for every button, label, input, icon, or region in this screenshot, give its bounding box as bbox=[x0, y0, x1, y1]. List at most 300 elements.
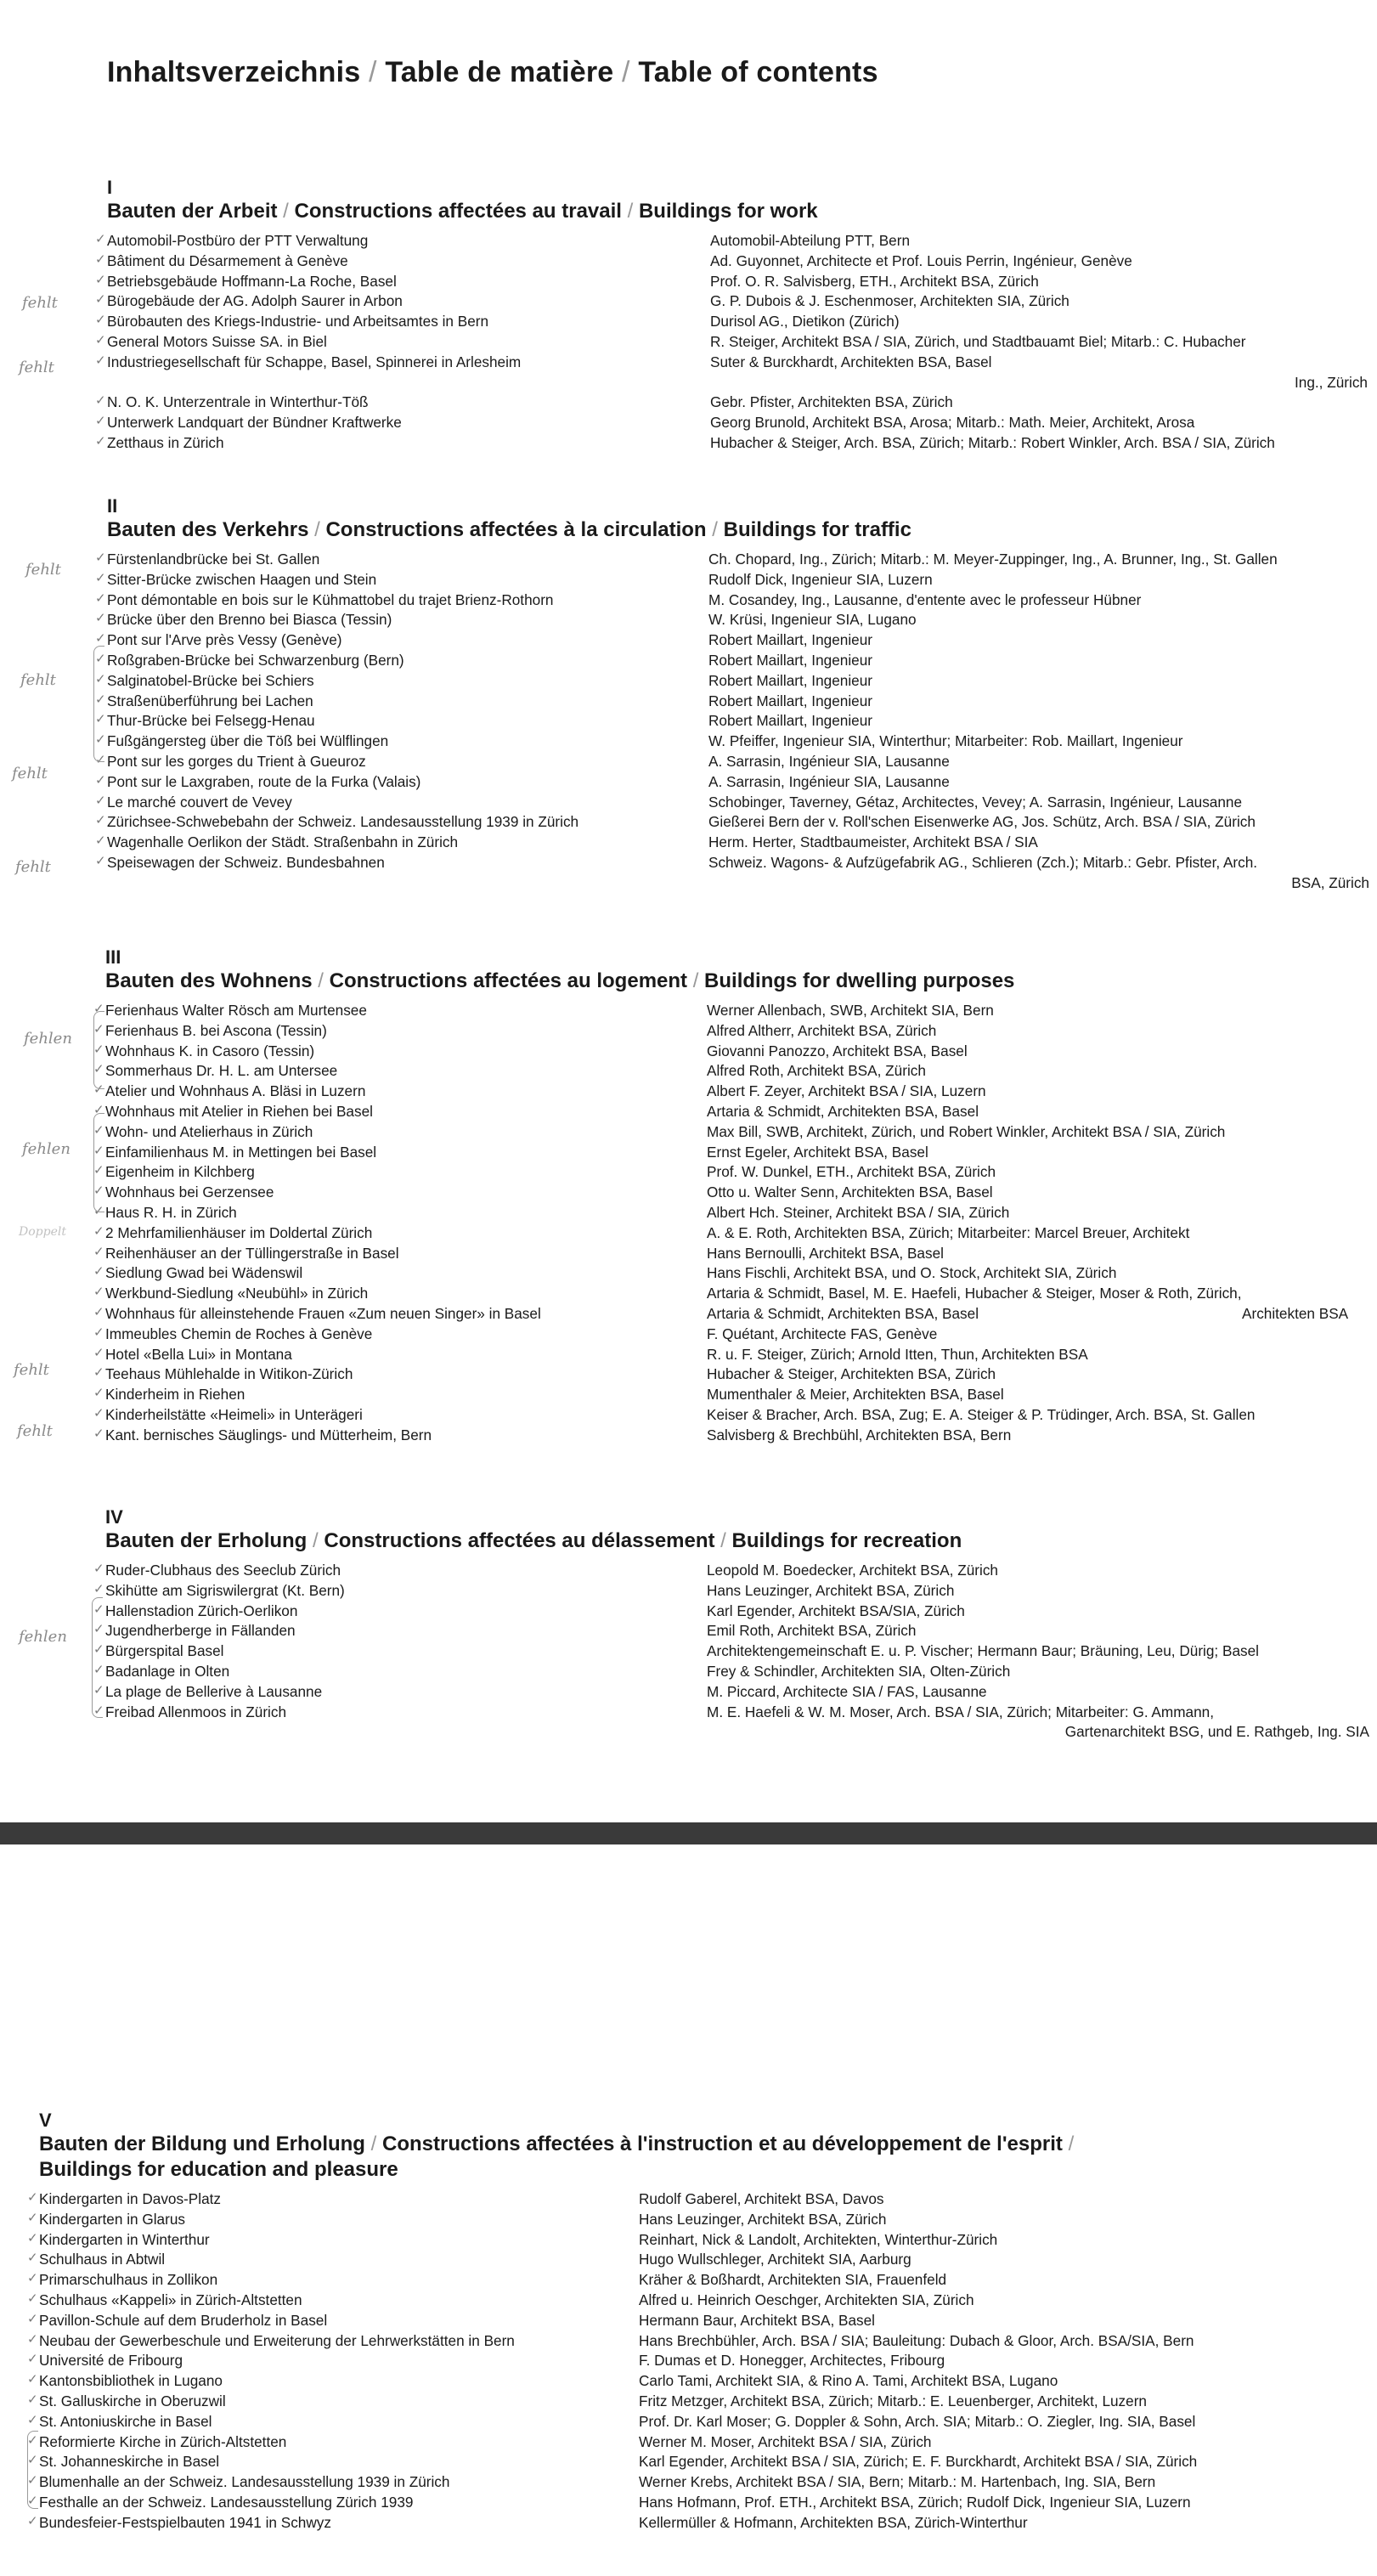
check-mark-icon: ✓ bbox=[93, 1082, 104, 1098]
architect-credit: A. & E. Roth, Architekten BSA, Zürich; Mitarbeiter: Marcel Breuer, Architekt bbox=[707, 1223, 1190, 1241]
check-mark-icon: ✓ bbox=[27, 2472, 38, 2488]
handwritten-bracket bbox=[93, 646, 104, 762]
building-name: Blumenhalle an der Schweiz. Landesausstellung 1939 in Zürich bbox=[39, 2473, 450, 2491]
check-mark-icon: ✓ bbox=[27, 2229, 38, 2246]
architect-credit-continued: BSA, Zürich bbox=[1291, 873, 1369, 891]
section-number: III bbox=[105, 946, 121, 968]
architect-credit: R. Steiger, Architekt BSA / SIA, Zürich, und Stadtbauamt Biel; Mitarb.: C. Hubacher bbox=[710, 332, 1246, 350]
building-name: Bâtiment du Désarmement à Genève bbox=[107, 251, 348, 269]
architect-credit: Automobil-Abteilung PTT, Bern bbox=[710, 232, 911, 249]
list-item bbox=[27, 2209, 1371, 2230]
architect-credit: Fritz Metzger, Architekt BSA, Zürich; Mitarb.: E. Leuenberger, Architekt, Luzern bbox=[639, 2392, 1147, 2409]
heading-de: Bauten des Verkehrs bbox=[107, 518, 309, 541]
list-item bbox=[95, 271, 1368, 292]
section-heading bbox=[39, 2132, 1371, 2157]
architect-credit: Hugo Wullschleger, Architekt SIA, Aarburg bbox=[639, 2251, 911, 2268]
list-item bbox=[27, 2391, 1371, 2412]
check-mark-icon: ✓ bbox=[93, 1580, 104, 1596]
architect-credit: R. u. F. Steiger, Zürich; Arnold Itten, Thun, Architekten BSA bbox=[707, 1345, 1088, 1363]
list-item bbox=[27, 2351, 1371, 2371]
check-mark-icon: ✓ bbox=[93, 1425, 104, 1441]
check-mark-icon: ✓ bbox=[95, 569, 106, 585]
handwritten-note: fehlt bbox=[14, 1361, 49, 1379]
architect-credit: Karl Egender, Architekt BSA / SIA, Zürich; E. F. Burckhardt, Architekt BSA / SIA, Zürich bbox=[639, 2453, 1198, 2471]
check-mark-icon: ✓ bbox=[93, 1202, 104, 1218]
list-item bbox=[27, 2512, 1371, 2534]
architect-credit: Prof. W. Dunkel, ETH., Architekt BSA, Zürich bbox=[707, 1163, 996, 1181]
list-item bbox=[95, 291, 1368, 312]
check-mark-icon: ✓ bbox=[95, 852, 106, 868]
check-mark-icon: ✓ bbox=[95, 312, 106, 328]
heading-separator: / bbox=[308, 518, 326, 541]
architect-credit: Mumenthaler & Meier, Architekten BSA, Basel bbox=[707, 1386, 1004, 1404]
check-mark-icon: ✓ bbox=[95, 271, 106, 287]
building-name: Pont démontable en bois sur le Kühmattobel du trajet Brienz-Rothorn bbox=[107, 590, 554, 608]
list-item bbox=[93, 1082, 1369, 1102]
building-name: Immeubles Chemin de Roches à Genève bbox=[105, 1325, 373, 1342]
building-name: Kinderheim in Riehen bbox=[105, 1386, 245, 1404]
heading-en: Buildings for work bbox=[638, 200, 818, 223]
title-de: Inhaltsverzeichnis bbox=[107, 56, 361, 88]
list-item bbox=[27, 2310, 1371, 2331]
list-item bbox=[27, 2472, 1371, 2493]
architect-credit: Carlo Tami, Architekt SIA, & Rino A. Tami, Architekt BSA, Lugano bbox=[639, 2372, 1058, 2390]
check-mark-icon: ✓ bbox=[95, 331, 106, 347]
architect-credit-continued: Ing., Zürich bbox=[1295, 373, 1368, 391]
architect-credit: Albert Hch. Steiner, Architekt BSA / SIA, Zürich bbox=[707, 1203, 1010, 1221]
check-mark-icon: ✓ bbox=[27, 2512, 38, 2528]
handwritten-note: Doppelt bbox=[19, 1225, 66, 1239]
architect-credit: Giovanni Panozzo, Architekt BSA, Basel bbox=[707, 1042, 968, 1059]
section-number: V bbox=[39, 2110, 52, 2131]
entry-list bbox=[27, 2189, 1371, 2534]
check-mark-icon: ✓ bbox=[95, 792, 106, 808]
heading-separator: / bbox=[364, 2133, 382, 2155]
list-item bbox=[95, 771, 1369, 793]
building-name: Wohn- und Atelierhaus in Zürich bbox=[105, 1122, 313, 1140]
page-divider bbox=[0, 1822, 1377, 1844]
building-name: 2 Mehrfamilienhäuser im Doldertal Zürich bbox=[105, 1223, 373, 1241]
architect-credit: Emil Roth, Architekt BSA, Zürich bbox=[707, 1622, 917, 1640]
building-name: Bundesfeier-Festspielbauten 1941 in Schwyz bbox=[39, 2513, 331, 2531]
heading-en: Buildings for education and pleasure bbox=[39, 2158, 398, 2181]
list-item bbox=[95, 751, 1369, 772]
architect-credit: Schobinger, Taverney, Gétaz, Architectes, Vevey; A. Sarrasin, Ingénieur, Lausanne bbox=[708, 793, 1243, 811]
building-name: Betriebsgebäude Hoffmann-La Roche, Basel bbox=[107, 272, 397, 290]
heading-separator: / bbox=[312, 969, 330, 992]
section-heading bbox=[107, 199, 1368, 224]
building-name: Bürogebäude der AG. Adolph Saurer in Arbon bbox=[107, 292, 403, 310]
list-item bbox=[93, 1142, 1369, 1163]
list-item bbox=[93, 1425, 1369, 1446]
architect-credit: Gießerei Bern der v. Roll'schen Eisenwerke AG, Jos. Schütz, Arch. BSA / SIA, Zürich bbox=[708, 813, 1256, 831]
building-name: Speisewagen der Schweiz. Bundesbahnen bbox=[107, 853, 385, 871]
list-item bbox=[93, 1641, 1369, 1662]
list-item bbox=[93, 1183, 1369, 1203]
heading-separator: / bbox=[1062, 2133, 1075, 2155]
architect-credit: Georg Brunold, Architekt BSA, Arosa; Mitarb.: Math. Meier, Architekt, Arosa bbox=[710, 414, 1195, 432]
architect-credit: A. Sarrasin, Ingénieur SIA, Lausanne bbox=[708, 752, 950, 770]
architect-credit: Max Bill, SWB, Architekt, Zürich, und Robert Winkler, Architekt BSA / SIA, Zürich bbox=[707, 1122, 1226, 1140]
list-item bbox=[95, 550, 1369, 570]
building-name: Kant. bernisches Säuglings- und Mütterheim, Bern bbox=[105, 1426, 432, 1443]
check-mark-icon: ✓ bbox=[95, 771, 106, 788]
building-name: General Motors Suisse SA. in Biel bbox=[107, 332, 327, 350]
architect-credit: Alfred u. Heinrich Oeschger, Architekten SIA, Zürich bbox=[639, 2291, 974, 2308]
list-item bbox=[93, 1303, 1369, 1325]
list-item bbox=[95, 432, 1368, 454]
building-name: St. Johanneskirche in Basel bbox=[39, 2453, 220, 2471]
building-name: Primarschulhaus in Zollikon bbox=[39, 2271, 218, 2289]
building-name: Unterwerk Landquart der Bündner Kraftwerke bbox=[107, 414, 402, 432]
heading-en: Buildings for recreation bbox=[731, 1529, 962, 1552]
building-name: Siedlung Gwad bei Wädenswil bbox=[105, 1264, 303, 1282]
building-name: Salginatobel-Brücke bei Schiers bbox=[107, 671, 314, 689]
architect-credit: W. Krüsi, Ingenieur SIA, Lugano bbox=[708, 611, 917, 629]
check-mark-icon: ✓ bbox=[93, 1223, 104, 1239]
architect-credit: Artaria & Schmidt, Basel, M. E. Haefeli, Hubacher & Steiger, Moser & Roth, Zürich, bbox=[707, 1285, 1242, 1302]
check-mark-icon: ✓ bbox=[27, 2391, 38, 2407]
list-item bbox=[27, 2229, 1371, 2251]
handwritten-bracket bbox=[27, 2431, 38, 2509]
architect-credit: M. Piccard, Architecte SIA / FAS, Lausanne bbox=[707, 1682, 987, 1700]
architect-credit: G. P. Dubois & J. Eschenmoser, Architekten SIA, Zürich bbox=[710, 292, 1069, 310]
list-item bbox=[95, 590, 1369, 611]
check-mark-icon: ✓ bbox=[93, 1661, 104, 1677]
building-name: Sitter-Brücke zwischen Haagen und Stein bbox=[107, 570, 377, 588]
check-mark-icon: ✓ bbox=[93, 1385, 104, 1401]
architect-credit: Robert Maillart, Ingenieur bbox=[708, 631, 872, 649]
heading-separator: / bbox=[687, 969, 705, 992]
list-item bbox=[93, 1263, 1369, 1284]
list-item bbox=[93, 1344, 1369, 1365]
architect-credit: Architektengemeinschaft E. u. P. Vischer; Hermann Baur; Bräuning, Leu, Dürig; Basel bbox=[707, 1642, 1259, 1660]
list-item bbox=[93, 1162, 1369, 1183]
architect-credit: Hans Leuzinger, Architekt BSA, Zürich bbox=[639, 2210, 887, 2228]
heading-separator: / bbox=[621, 200, 639, 223]
architect-credit: Prof. Dr. Karl Moser; G. Doppler & Sohn, Arch. SIA; Mitarb.: O. Ziegler, Ing. SIA, Basel bbox=[639, 2412, 1196, 2430]
architect-credit: Kellermüller & Hofmann, Architekten BSA, Zürich-Winterthur bbox=[639, 2513, 1028, 2531]
list-item bbox=[93, 1601, 1369, 1622]
check-mark-icon: ✓ bbox=[95, 630, 106, 647]
list-item bbox=[95, 792, 1369, 813]
list-item bbox=[93, 1681, 1369, 1703]
building-name: Teehaus Mühlehalde in Witikon-Zürich bbox=[105, 1365, 353, 1383]
architect-credit: Otto u. Walter Senn, Architekten BSA, Basel bbox=[707, 1183, 993, 1201]
check-mark-icon: ✓ bbox=[93, 1183, 104, 1199]
check-mark-icon: ✓ bbox=[93, 1303, 104, 1319]
architect-credit: F. Quétant, Architecte FAS, Genève bbox=[707, 1325, 938, 1342]
architect-credit: Hans Brechbühler, Arch. BSA / SIA; Bauleitung: Dubach & Gloor, Arch. BSA/SIA, Bern bbox=[639, 2331, 1194, 2349]
list-item bbox=[93, 1404, 1369, 1426]
check-mark-icon: ✓ bbox=[95, 691, 106, 707]
building-name: Pont sur l'Arve près Vessy (Genève) bbox=[107, 631, 342, 649]
list-item bbox=[93, 1621, 1369, 1641]
building-name: Wohnhaus mit Atelier in Riehen bei Basel bbox=[105, 1102, 373, 1120]
list-item bbox=[27, 2189, 1371, 2210]
building-name: Bürgerspital Basel bbox=[105, 1642, 224, 1660]
architect-credit: Robert Maillart, Ingenieur bbox=[708, 712, 872, 730]
architect-credit: M. Cosandey, Ing., Lausanne, d'entente avec le professeur Hübner bbox=[708, 590, 1142, 608]
architect-credit: A. Sarrasin, Ingénieur SIA, Lausanne bbox=[708, 772, 950, 790]
architect-credit: Hans Fischli, Architekt BSA, und O. Stock, Architekt SIA, Zürich bbox=[707, 1264, 1117, 1282]
building-name: Straßenüberführung bei Lachen bbox=[107, 692, 313, 709]
check-mark-icon: ✓ bbox=[95, 610, 106, 626]
architect-credit: Artaria & Schmidt, Architekten BSA, Basel bbox=[707, 1102, 979, 1120]
check-mark-icon: ✓ bbox=[93, 1324, 104, 1340]
building-name: Wohnhaus K. in Casoro (Tessin) bbox=[105, 1042, 315, 1059]
building-name: Le marché couvert de Vevey bbox=[107, 793, 292, 811]
architect-credit: Ad. Guyonnet, Architecte et Prof. Louis Perrin, Ingénieur, Genève bbox=[710, 251, 1132, 269]
list-item bbox=[95, 670, 1369, 692]
list-item bbox=[27, 2411, 1371, 2432]
building-name: La plage de Bellerive à Lausanne bbox=[105, 1682, 323, 1700]
check-mark-icon: ✓ bbox=[27, 2209, 38, 2225]
check-mark-icon: ✓ bbox=[93, 1364, 104, 1381]
architect-credit: Hermann Baur, Architekt BSA, Basel bbox=[639, 2311, 875, 2329]
building-name: Ferienhaus Walter Rösch am Murtensee bbox=[105, 1002, 367, 1019]
check-mark-icon: ✓ bbox=[93, 1001, 104, 1016]
page-bottom bbox=[0, 1844, 1377, 2576]
list-item bbox=[93, 1385, 1369, 1405]
list-item bbox=[93, 1001, 1369, 1021]
list-item bbox=[93, 1702, 1369, 1743]
entry-list bbox=[95, 550, 1369, 894]
check-mark-icon: ✓ bbox=[93, 1243, 104, 1259]
list-item bbox=[27, 2330, 1371, 2352]
building-name: Ferienhaus B. bei Ascona (Tessin) bbox=[105, 1021, 327, 1039]
check-mark-icon: ✓ bbox=[93, 1101, 104, 1117]
list-item bbox=[95, 331, 1368, 353]
building-name: Hallenstadion Zürich-Oerlikon bbox=[105, 1602, 298, 1619]
building-name: Freibad Allenmoos in Zürich bbox=[105, 1703, 287, 1720]
list-item bbox=[95, 691, 1369, 712]
check-mark-icon: ✓ bbox=[93, 1284, 104, 1300]
building-name: Pont sur les gorges du Trient à Gueuroz bbox=[107, 752, 366, 770]
section-3 bbox=[93, 946, 1369, 1446]
list-item bbox=[27, 2432, 1371, 2453]
list-item bbox=[93, 1661, 1369, 1682]
heading-fr: Constructions affectées au travail bbox=[294, 200, 622, 223]
handwritten-note: fehlen bbox=[24, 1030, 72, 1048]
check-mark-icon: ✓ bbox=[93, 1142, 104, 1158]
architect-credit: W. Pfeiffer, Ingenieur SIA, Winterthur; Mitarbeiter: Rob. Maillart, Ingenieur bbox=[708, 732, 1183, 750]
entry-list bbox=[93, 1561, 1369, 1743]
architect-credit: Keiser & Bracher, Arch. BSA, Zug; E. A. Steiger & P. Trüdinger, Arch. BSA, St. Gallen bbox=[707, 1405, 1256, 1423]
building-name: Zetthaus in Zürich bbox=[107, 433, 224, 451]
heading-de: Bauten des Wohnens bbox=[105, 969, 313, 992]
handwritten-note: fehlt bbox=[17, 1422, 53, 1440]
check-mark-icon: ✓ bbox=[95, 732, 106, 748]
check-mark-icon: ✓ bbox=[27, 2492, 38, 2508]
architect-credit: Albert F. Zeyer, Architekt BSA / SIA, Luzern bbox=[707, 1082, 986, 1100]
check-mark-icon: ✓ bbox=[27, 2330, 38, 2347]
list-item bbox=[95, 251, 1368, 272]
building-name: Brücke über den Brenno bei Biasca (Tessin) bbox=[107, 611, 392, 629]
check-mark-icon: ✓ bbox=[27, 2371, 38, 2387]
list-item bbox=[93, 1020, 1369, 1042]
building-name: Roßgraben-Brücke bei Schwarzenburg (Bern) bbox=[107, 651, 404, 669]
list-item bbox=[95, 833, 1369, 853]
check-mark-icon: ✓ bbox=[95, 393, 106, 409]
page-title bbox=[107, 56, 878, 89]
check-mark-icon: ✓ bbox=[93, 1641, 104, 1658]
building-name: Badanlage in Olten bbox=[105, 1662, 230, 1680]
check-mark-icon: ✓ bbox=[27, 2432, 38, 2448]
check-mark-icon: ✓ bbox=[93, 1681, 104, 1698]
architect-credit: Suter & Burckhardt, Architekten BSA, Basel bbox=[710, 353, 992, 370]
architect-credit: Prof. O. R. Salvisberg, ETH., Architekt BSA, Zürich bbox=[710, 272, 1039, 290]
heading-separator: / bbox=[307, 1529, 324, 1552]
handwritten-bracket bbox=[92, 1597, 103, 1718]
architect-credit: Gebr. Pfister, Architekten BSA, Zürich bbox=[710, 393, 953, 411]
architect-credit: Ch. Chopard, Ing., Zürich; Mitarb.: M. Meyer-Zuppinger, Ing., A. Brunner, Ing., St. Gallen bbox=[708, 551, 1278, 568]
list-item bbox=[27, 2290, 1371, 2311]
building-name: St. Galluskirche in Oberuzwil bbox=[39, 2392, 226, 2409]
list-item bbox=[93, 1284, 1369, 1304]
architect-credit: Rudolf Dick, Ingenieur SIA, Luzern bbox=[708, 570, 933, 588]
heading-en: Buildings for dwelling purposes bbox=[704, 969, 1015, 992]
list-item bbox=[93, 1121, 1369, 1143]
heading-separator: / bbox=[714, 1529, 732, 1552]
list-item bbox=[93, 1324, 1369, 1345]
title-fr: Table de matière bbox=[385, 56, 614, 88]
check-mark-icon: ✓ bbox=[93, 1601, 104, 1617]
check-mark-icon: ✓ bbox=[27, 2351, 38, 2367]
architect-credit: Ernst Egeler, Architekt BSA, Basel bbox=[707, 1143, 928, 1161]
heading-fr: Constructions affectées à la circulation bbox=[325, 518, 707, 541]
handwritten-note: fehlen bbox=[22, 1140, 71, 1158]
architect-credit: Robert Maillart, Ingenieur bbox=[708, 692, 872, 709]
list-item bbox=[27, 2270, 1371, 2291]
entry-list bbox=[95, 231, 1368, 454]
architect-credit: Frey & Schindler, Architekten SIA, Olten-Zürich bbox=[707, 1662, 1011, 1680]
building-name: Kindergarten in Glarus bbox=[39, 2210, 185, 2228]
architect-credit: Alfred Altherr, Architekt BSA, Zürich bbox=[707, 1021, 937, 1039]
section-number: I bbox=[107, 177, 113, 198]
building-name: Thur-Brücke bei Felsegg-Henau bbox=[107, 712, 315, 730]
check-mark-icon: ✓ bbox=[93, 1121, 104, 1138]
architect-credit: Werner Krebs, Architekt BSA / SIA, Bern; Mitarb.: M. Hartenbach, Ing. SIA, Bern bbox=[639, 2473, 1156, 2491]
building-name: Reformierte Kirche in Zürich-Altstetten bbox=[39, 2432, 287, 2450]
list-item bbox=[95, 812, 1369, 833]
architect-credit: Robert Maillart, Ingenieur bbox=[708, 671, 872, 689]
architect-credit: Werner M. Moser, Architekt BSA / SIA, Zürich bbox=[639, 2432, 932, 2450]
check-mark-icon: ✓ bbox=[27, 2452, 38, 2468]
list-item bbox=[27, 2452, 1371, 2472]
check-mark-icon: ✓ bbox=[93, 1162, 104, 1178]
check-mark-icon: ✓ bbox=[93, 1621, 104, 1637]
check-mark-icon: ✓ bbox=[27, 2250, 38, 2266]
building-name: Fußgängersteg über die Töß bei Wülflingen bbox=[107, 732, 389, 750]
building-name: Wohnhaus für alleinstehende Frauen «Zum neuen Singer» in Basel bbox=[105, 1304, 541, 1322]
check-mark-icon: ✓ bbox=[93, 1020, 104, 1037]
architect-credit-right: Architekten BSA bbox=[1242, 1304, 1349, 1322]
list-item bbox=[93, 1561, 1369, 1581]
section-1 bbox=[95, 177, 1368, 454]
section-heading bbox=[107, 517, 1369, 543]
building-name: Hotel «Bella Lui» in Montana bbox=[105, 1345, 292, 1363]
check-mark-icon: ✓ bbox=[27, 2411, 38, 2427]
architect-credit: Salvisberg & Brechbühl, Architekten BSA, Bern bbox=[707, 1426, 1012, 1443]
architect-credit: Robert Maillart, Ingenieur bbox=[708, 651, 872, 669]
section-heading bbox=[105, 1528, 1369, 1554]
list-item bbox=[95, 352, 1368, 393]
entry-list bbox=[93, 1001, 1369, 1446]
building-name: Automobil-Postbüro der PTT Verwaltung bbox=[107, 232, 369, 249]
check-mark-icon: ✓ bbox=[27, 2290, 38, 2306]
building-name: Ruder-Clubhaus des Seeclub Zürich bbox=[105, 1562, 341, 1579]
list-item bbox=[93, 1061, 1369, 1082]
check-mark-icon: ✓ bbox=[95, 231, 106, 246]
architect-credit: F. Dumas et D. Honegger, Architectes, Fribourg bbox=[639, 2352, 945, 2370]
section-heading bbox=[105, 969, 1369, 994]
architect-credit: Hans Bernoulli, Architekt BSA, Basel bbox=[707, 1244, 944, 1262]
building-name: Atelier und Wohnhaus A. Bläsi in Luzern bbox=[105, 1082, 366, 1100]
architect-credit: Karl Egender, Architekt BSA/SIA, Zürich bbox=[707, 1602, 965, 1619]
building-name: Pavillon-Schule auf dem Bruderholz in Basel bbox=[39, 2311, 328, 2329]
check-mark-icon: ✓ bbox=[93, 1041, 104, 1057]
list-item bbox=[95, 610, 1369, 630]
check-mark-icon: ✓ bbox=[27, 2270, 38, 2286]
list-item bbox=[95, 732, 1369, 752]
list-item bbox=[95, 650, 1369, 671]
architect-credit: Kräher & Boßhardt, Architekten SIA, Frauenfeld bbox=[639, 2271, 947, 2289]
list-item bbox=[93, 1580, 1369, 1602]
architect-credit: Hubacher & Steiger, Architekten BSA, Zürich bbox=[707, 1365, 996, 1383]
check-mark-icon: ✓ bbox=[93, 1344, 104, 1360]
building-name: Zürichsee-Schwebebahn der Schweiz. Landesausstellung 1939 in Zürich bbox=[107, 813, 579, 831]
check-mark-icon: ✓ bbox=[93, 1404, 104, 1421]
architect-credit-continued: Gartenarchitekt BSG, und E. Rathgeb, Ing. SIA bbox=[1064, 1723, 1369, 1741]
section-number: IV bbox=[105, 1506, 123, 1528]
architect-credit: Rudolf Gaberel, Architekt BSA, Davos bbox=[639, 2190, 884, 2207]
check-mark-icon: ✓ bbox=[93, 1263, 104, 1280]
list-item bbox=[27, 2492, 1371, 2513]
building-name: Wagenhalle Oerlikon der Städt. Straßenbahn in Zürich bbox=[107, 833, 459, 851]
architect-credit: Durisol AG., Dietikon (Zürich) bbox=[710, 313, 900, 330]
list-item bbox=[95, 393, 1368, 413]
architect-credit: Schweiz. Wagons- & Aufzügefabrik AG., Schlieren (Zch.); Mitarb.: Gebr. Pfister, Arch. bbox=[708, 853, 1258, 871]
building-name: Jugendherberge in Fällanden bbox=[105, 1622, 296, 1640]
heading-de: Bauten der Bildung und Erholung bbox=[39, 2133, 365, 2155]
handwritten-note: fehlt bbox=[22, 294, 58, 312]
architect-credit: Herm. Herter, Stadtbaumeister, Architekt BSA / SIA bbox=[708, 833, 1038, 851]
building-name: Wohnhaus bei Gerzensee bbox=[105, 1183, 274, 1201]
architect-credit: Hans Hofmann, Prof. ETH., Architekt BSA, Zürich; Rudolf Dick, Ingenieur SIA, Luzern bbox=[639, 2493, 1191, 2511]
list-item bbox=[93, 1202, 1369, 1223]
architect-credit: Hans Leuzinger, Architekt BSA, Zürich bbox=[707, 1581, 955, 1599]
list-item bbox=[93, 1101, 1369, 1122]
section-5 bbox=[27, 2110, 1371, 2534]
building-name: Kantonsbibliothek in Lugano bbox=[39, 2372, 223, 2390]
title-separator: / bbox=[622, 56, 630, 88]
check-mark-icon: ✓ bbox=[27, 2189, 38, 2205]
architect-credit: M. E. Haefeli & W. M. Moser, Arch. BSA / SIA, Zürich; Mitarbeiter: G. Ammann, bbox=[707, 1703, 1214, 1720]
handwritten-note: fehlt bbox=[25, 561, 61, 579]
building-name: Eigenheim in Kilchberg bbox=[105, 1163, 255, 1181]
handwritten-note: fehlt bbox=[20, 671, 56, 689]
section-2 bbox=[95, 495, 1369, 894]
check-mark-icon: ✓ bbox=[95, 413, 106, 429]
building-name: Université de Fribourg bbox=[39, 2352, 183, 2370]
architect-credit: Artaria & Schmidt, Architekten BSA, Basel bbox=[707, 1304, 979, 1322]
list-item bbox=[95, 711, 1369, 732]
building-name: Werkbund-Siedlung «Neubühl» in Zürich bbox=[105, 1285, 369, 1302]
check-mark-icon: ✓ bbox=[95, 291, 106, 308]
handwritten-note: fehlt bbox=[12, 765, 48, 782]
list-item bbox=[95, 630, 1369, 651]
